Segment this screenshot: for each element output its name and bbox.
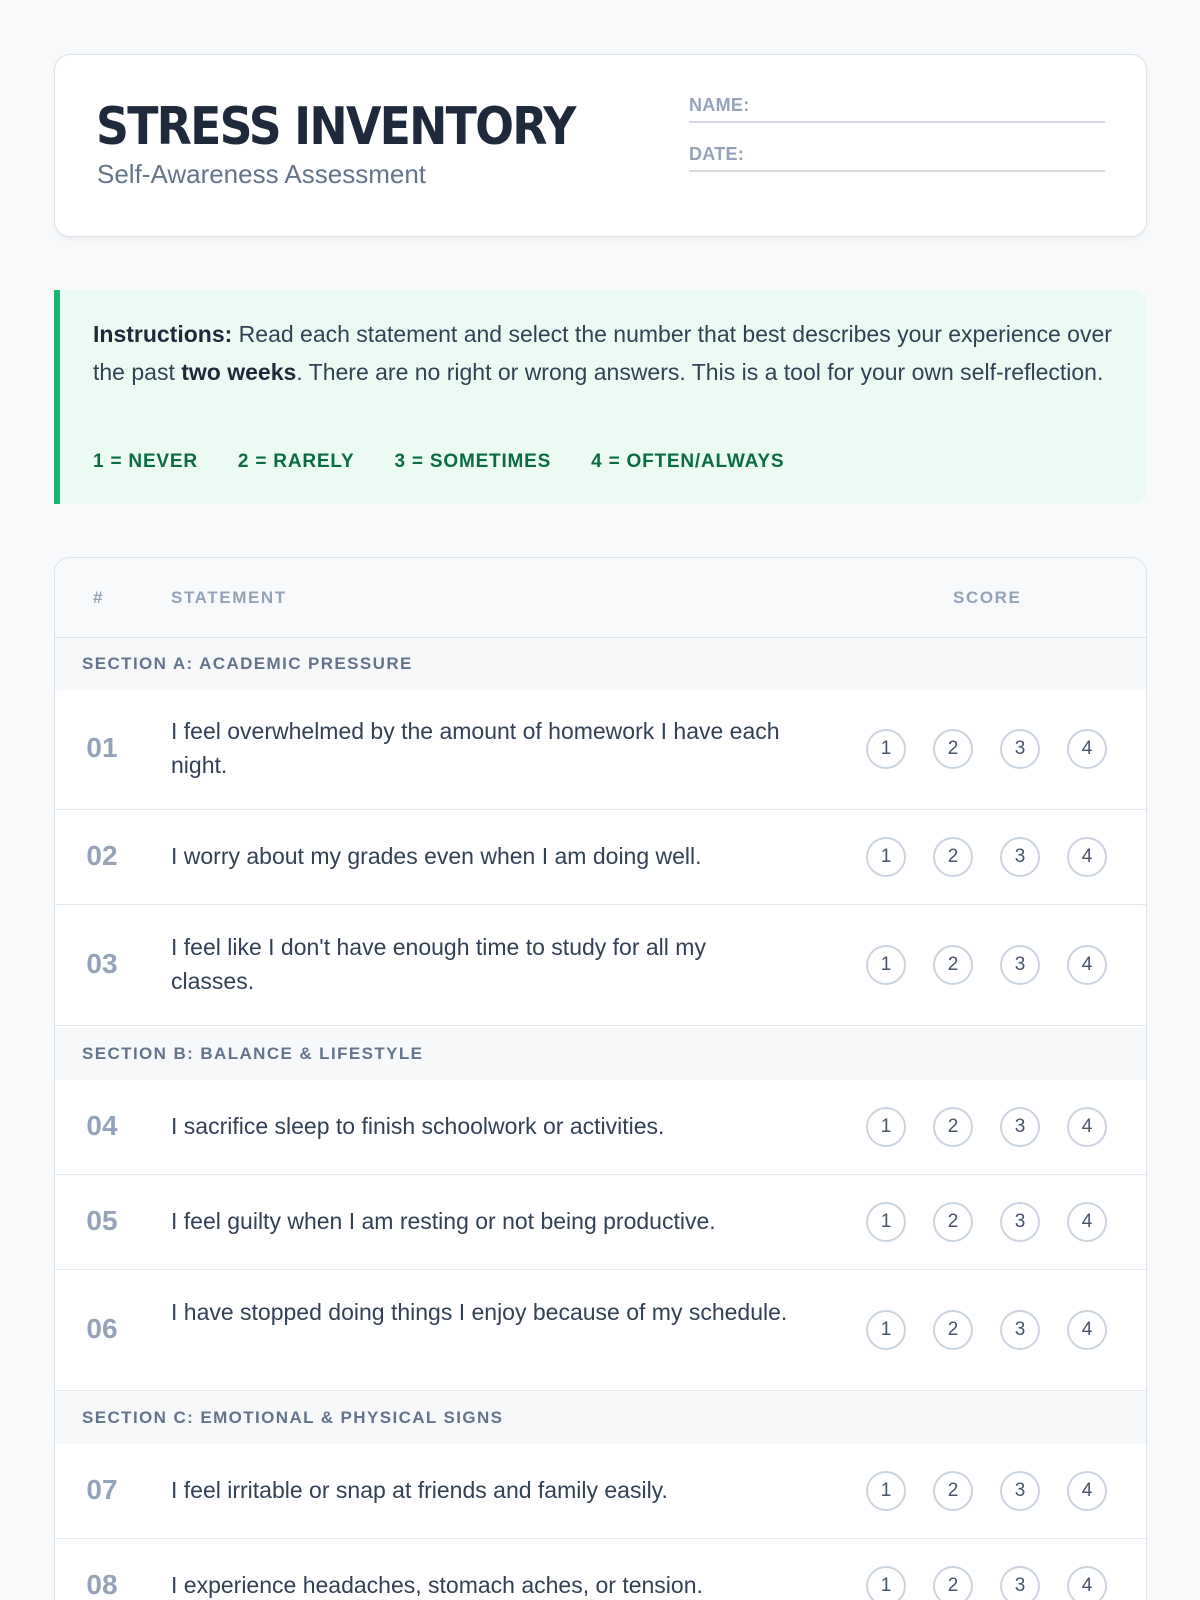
instructions-text-part-1: Read each statement and select the number that best describes your experience over the past [93, 321, 1112, 385]
score-option-1[interactable]: 1 [866, 837, 906, 877]
section-title: SECTION B: BALANCE & LIFESTYLE [82, 1044, 424, 1063]
score-option-3[interactable]: 3 [1000, 729, 1040, 769]
score-option-2[interactable]: 2 [933, 1471, 973, 1511]
score-options [866, 1471, 1107, 1511]
table-row [55, 1080, 1146, 1175]
scale-key [93, 451, 824, 473]
item-number: 03 [86, 947, 118, 979]
score-option-1[interactable]: 1 [866, 1471, 906, 1511]
score-option-3[interactable]: 3 [1000, 837, 1040, 877]
name-field-label: NAME: [689, 95, 750, 115]
item-statement: I feel like I don't have enough time to study for all my classes. [171, 933, 706, 994]
score-option-2[interactable]: 2 [933, 729, 973, 769]
score-option-1[interactable]: 1 [866, 1310, 906, 1350]
score-option-4[interactable]: 4 [1067, 945, 1107, 985]
table-row [55, 1270, 1146, 1391]
instructions-text-part-2: . There are no right or wrong answers. This is a tool for your own self-reflection. [296, 359, 1104, 385]
score-option-3[interactable]: 3 [1000, 1202, 1040, 1242]
table-header [55, 558, 1146, 638]
score-option-1[interactable]: 1 [866, 729, 906, 769]
inventory-table [54, 557, 1147, 1600]
item-number: 06 [86, 1312, 118, 1344]
table-row [55, 810, 1146, 905]
score-option-4[interactable]: 4 [1067, 837, 1107, 877]
name-field[interactable] [689, 95, 1105, 123]
item-statement: I sacrifice sleep to finish schoolwork or activities. [171, 1112, 665, 1139]
score-option-1[interactable]: 1 [866, 945, 906, 985]
section-header [55, 1392, 1146, 1444]
item-statement: I feel irritable or snap at friends and family easily. [171, 1476, 668, 1503]
column-header-statement: STATEMENT [171, 588, 287, 607]
score-option-4[interactable]: 4 [1067, 1471, 1107, 1511]
instructions-emphasis: two weeks [181, 359, 297, 385]
item-number: 04 [86, 1109, 118, 1141]
table-row [55, 905, 1146, 1026]
score-option-2[interactable]: 2 [933, 945, 973, 985]
column-header-number: # [93, 588, 105, 607]
score-option-3[interactable]: 3 [1000, 1107, 1040, 1147]
score-options [866, 1107, 1107, 1147]
score-option-4[interactable]: 4 [1067, 729, 1107, 769]
score-option-4[interactable]: 4 [1067, 1202, 1107, 1242]
score-option-4[interactable]: 4 [1067, 1107, 1107, 1147]
date-field[interactable] [689, 144, 1105, 172]
item-number: 01 [86, 732, 118, 763]
item-statement: I feel overwhelmed by the amount of homework I have each night. [171, 718, 780, 778]
item-number: 02 [86, 839, 118, 871]
score-option-1[interactable]: 1 [866, 1566, 906, 1600]
page-title: STRESS INVENTORY [96, 97, 575, 157]
section-title: SECTION A: ACADEMIC PRESSURE [82, 654, 413, 673]
score-option-3[interactable]: 3 [1000, 1471, 1040, 1511]
scale-key-item: 1 = NEVER [93, 451, 198, 472]
section-header [55, 638, 1146, 690]
score-options [866, 945, 1107, 985]
item-statement: I worry about my grades even when I am doing well. [171, 842, 702, 869]
score-options [866, 1310, 1107, 1350]
item-statement: I have stopped doing things I enjoy because of my schedule. [171, 1298, 788, 1325]
item-statement: I experience headaches, stomach aches, or tension. [171, 1571, 703, 1598]
score-options [866, 837, 1107, 877]
table-row [55, 1539, 1146, 1600]
item-number: 07 [86, 1473, 118, 1505]
scale-key-item: 4 = OFTEN/ALWAYS [591, 451, 785, 472]
score-option-4[interactable]: 4 [1067, 1310, 1107, 1350]
instructions-panel [54, 290, 1147, 504]
score-option-3[interactable]: 3 [1000, 945, 1040, 985]
section-title: SECTION C: EMOTIONAL & PHYSICAL SIGNS [82, 1408, 504, 1427]
score-option-2[interactable]: 2 [933, 1107, 973, 1147]
score-option-3[interactable]: 3 [1000, 1310, 1040, 1350]
date-field-label: DATE: [689, 144, 745, 164]
score-option-3[interactable]: 3 [1000, 1566, 1040, 1600]
score-option-2[interactable]: 2 [933, 837, 973, 877]
score-options [866, 729, 1107, 769]
score-option-4[interactable]: 4 [1067, 1566, 1107, 1600]
item-number: 08 [86, 1568, 118, 1600]
score-options [866, 1202, 1107, 1242]
score-options [866, 1566, 1107, 1600]
table-row [55, 1444, 1146, 1539]
score-option-2[interactable]: 2 [933, 1202, 973, 1242]
item-statement: I feel guilty when I am resting or not being productive. [171, 1207, 716, 1234]
section-header [55, 1028, 1146, 1080]
item-number: 05 [86, 1204, 118, 1236]
scale-key-item: 2 = RARELY [237, 451, 355, 472]
instructions-lead: Instructions: [93, 321, 233, 347]
table-row [55, 690, 1146, 810]
header-card [54, 54, 1147, 237]
page-subtitle: Self-Awareness Assessment [97, 159, 426, 189]
instructions-text [93, 315, 1113, 391]
score-option-2[interactable]: 2 [933, 1310, 973, 1350]
scale-key-item: 3 = SOMETIMES [394, 451, 552, 472]
table-row [55, 1175, 1146, 1270]
score-option-1[interactable]: 1 [866, 1107, 906, 1147]
score-option-2[interactable]: 2 [933, 1566, 973, 1600]
column-header-score: SCORE [953, 588, 1022, 607]
score-option-1[interactable]: 1 [866, 1202, 906, 1242]
